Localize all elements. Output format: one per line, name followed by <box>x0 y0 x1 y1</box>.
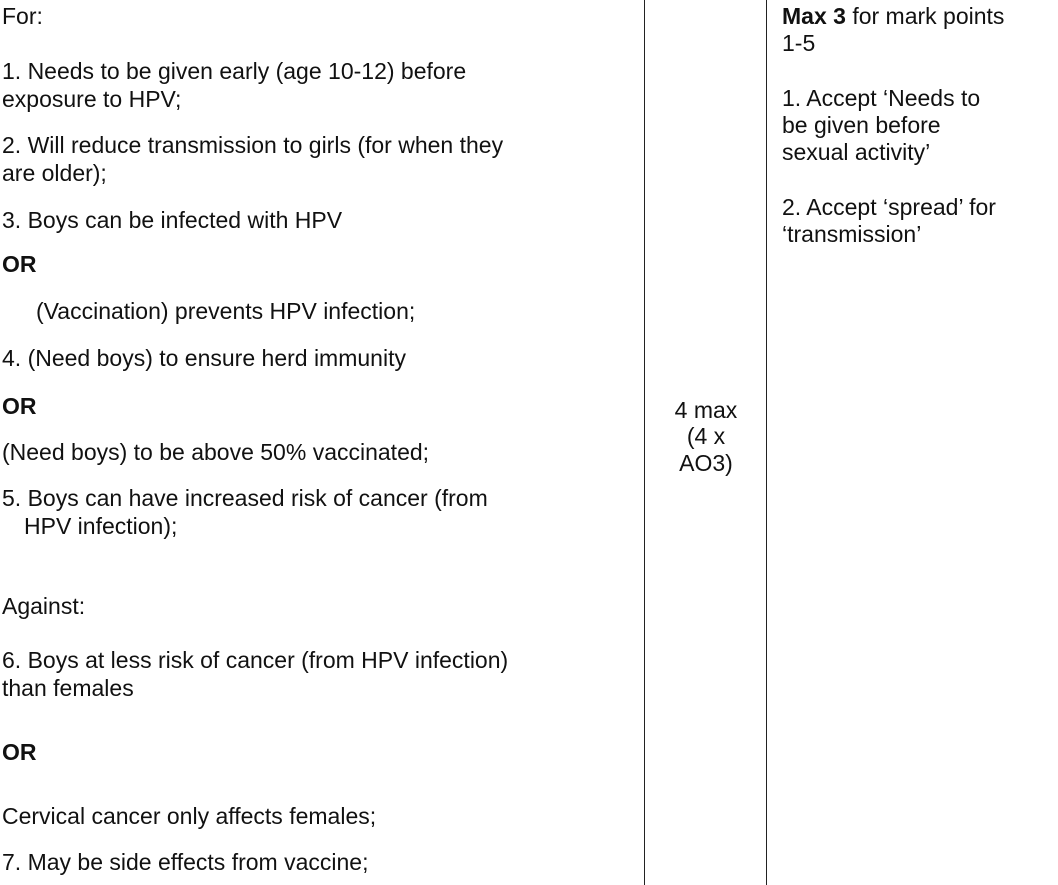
mark-point-3: 3. Boys can be infected with HPV <box>2 207 343 233</box>
marks-column <box>644 0 766 885</box>
guidance-max-note-continued: 1-5 <box>782 30 816 56</box>
mark-point-1: 1. Needs to be given early (age 10-12) before <box>2 58 467 84</box>
marks-breakdown: (4 x <box>686 423 726 449</box>
guidance-max-note <box>782 2 1004 31</box>
mark-point-6: 6. Boys at less risk of cancer (from HPV infection) <box>2 647 509 673</box>
against-heading: Against: <box>2 593 86 619</box>
or-label: OR <box>2 393 37 419</box>
guidance-point-1: 1. Accept ‘Needs to <box>782 85 981 111</box>
guidance-point-2-continued: ‘transmission’ <box>782 221 922 247</box>
guidance-max-text: for mark points <box>845 3 1005 29</box>
mark-point-6-alternative: Cervical cancer only affects females; <box>2 803 377 829</box>
guidance-point-1-continued: sexual activity’ <box>782 139 931 165</box>
marks-assessment-objective: AO3) <box>679 450 733 476</box>
guidance-point-2: 2. Accept ‘spread’ for <box>782 194 996 220</box>
mark-point-1-continued: exposure to HPV; <box>2 86 182 112</box>
mark-point-4-alternative: (Need boys) to be above 50% vaccinated; <box>2 439 430 465</box>
guidance-column <box>766 0 1058 885</box>
guidance-point-1-continued: be given before <box>782 112 941 138</box>
for-heading: For: <box>2 3 43 29</box>
or-label: OR <box>2 251 37 277</box>
mark-point-2-continued: are older); <box>2 160 107 186</box>
mark-point-3-alternative: (Vaccination) prevents HPV infection; <box>36 298 416 324</box>
mark-point-4: 4. (Need boys) to ensure herd immunity <box>2 345 406 371</box>
mark-point-5-continued: HPV infection); <box>24 513 178 539</box>
mark-point-5: 5. Boys can have increased risk of cancer (from <box>2 485 488 511</box>
or-label: OR <box>2 739 37 765</box>
mark-point-6-continued: than females <box>2 675 134 701</box>
marks-max: 4 max <box>674 397 738 423</box>
guidance-max-value: Max 3 <box>782 3 846 29</box>
mark-point-2: 2. Will reduce transmission to girls (for when they <box>2 132 504 158</box>
mark-point-7: 7. May be side effects from vaccine; <box>2 849 369 875</box>
